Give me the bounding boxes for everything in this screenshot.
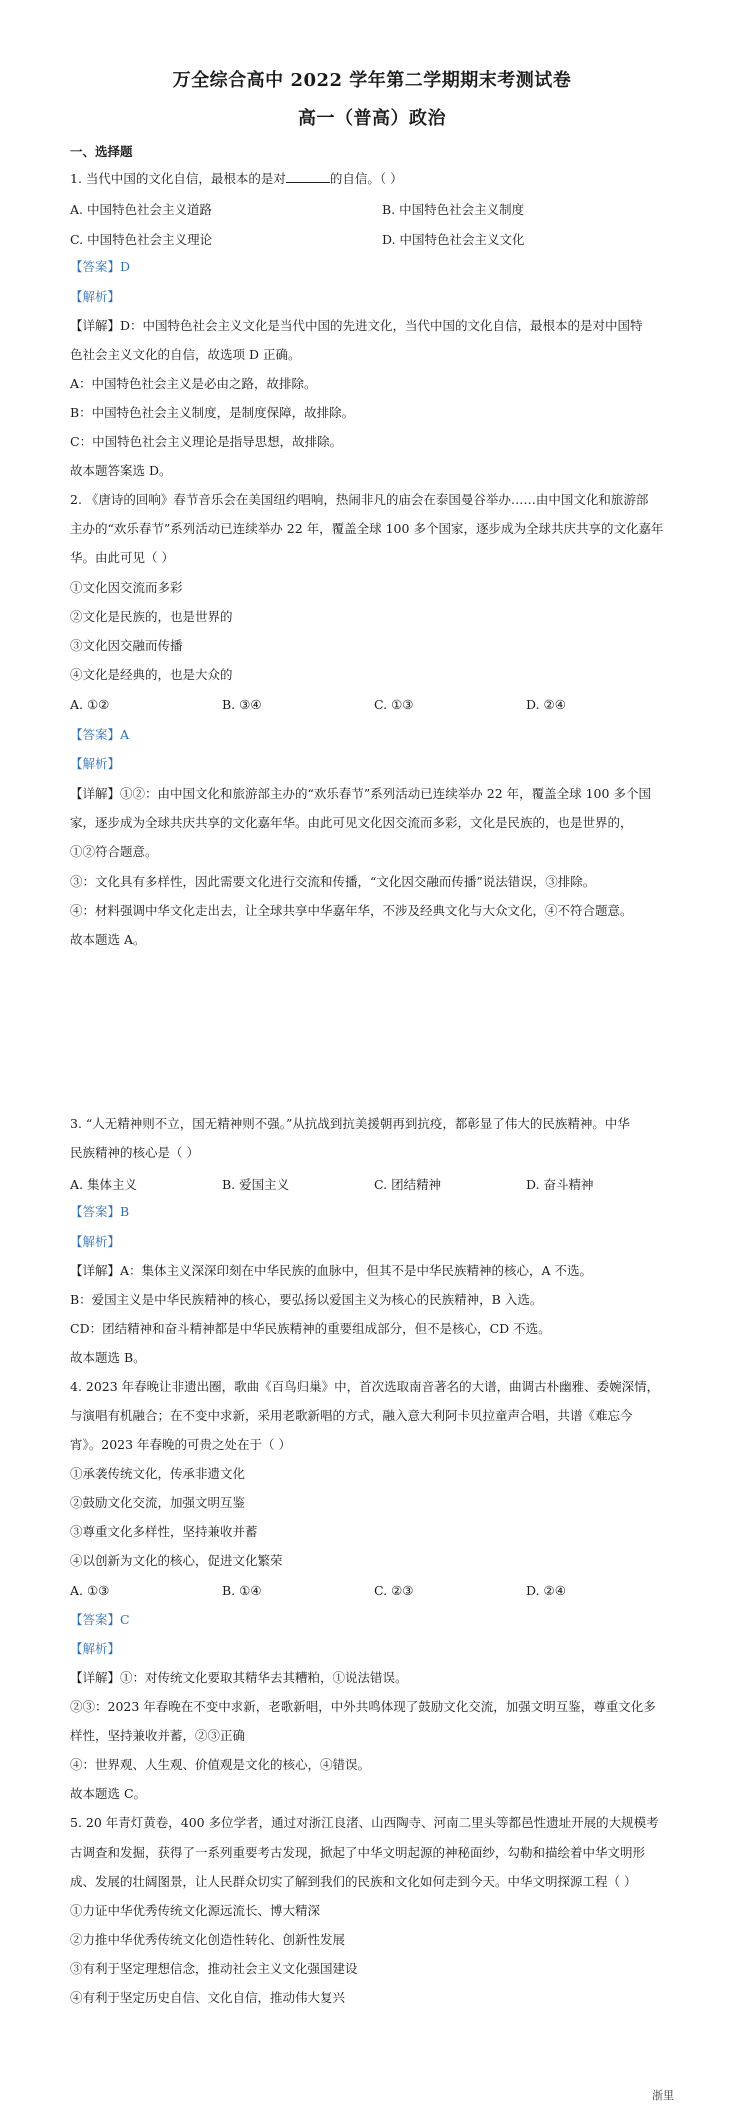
q5-item: ②力推中华优秀传统文化创造性转化、创新性发展 [70, 1932, 346, 1947]
q4-detail-line: 【详解】①：对传统文化要取其精华去其糟粕，①说法错误。 [70, 1670, 408, 1685]
q1-option-c: C. 中国特色社会主义理论 [70, 232, 213, 247]
q2-detail-line: ③：文化具有多样性，因此需要文化进行交流和传播，“文化因交融而传播”说法错误，③排除。 [70, 874, 596, 889]
q3-stem-line: 民族精神的核心是（ ） [70, 1145, 199, 1160]
q3-detail-line: B：爱国主义是中华民族精神的核心，要弘扬以爱国主义为核心的民族精神，B 入选。 [70, 1292, 543, 1307]
q4-detail-line: 样性，坚持兼收并蓄，②③正确 [70, 1728, 246, 1743]
q2-option-d: D. ②④ [526, 697, 566, 712]
section-heading: 一、选择题 [70, 144, 133, 159]
q3-stem-line: 3. “人无精神则不立，国无精神则不强。”从抗战到抗美援朝再到抗疫，都彰显了伟大的民族精神。中华 [70, 1116, 630, 1131]
q1-detail-line: C：中国特色社会主义理论是指导思想，故排除。 [70, 434, 343, 449]
q5-item: ③有利于坚定理想信念，推动社会主义文化强国建设 [70, 1961, 358, 1976]
q2-item: ①文化因交流而多彩 [70, 580, 183, 595]
q1-stem [70, 170, 690, 187]
q4-option-a: A. ①③ [70, 1583, 110, 1598]
q1-analysis-label: 【解析】 [70, 289, 121, 304]
q3-option-c: C. 团结精神 [374, 1177, 442, 1192]
q4-detail-line: ②③：2023 年春晚在不变中求新，老歌新唱，中外共鸣体现了鼓励文化交流，加强文明互鉴，尊重文化多 [70, 1699, 656, 1714]
q4-item: ②鼓励文化交流，加强文明互鉴 [70, 1495, 246, 1510]
q1-stem-a: 1. 当代中国的文化自信，最根本的是对 [70, 171, 286, 186]
q3-answer: 【答案】B [70, 1204, 130, 1219]
q2-detail-line: ①②符合题意。 [70, 844, 158, 859]
q2-detail-line: 故本题选 A。 [70, 932, 146, 947]
q3-option-d: D. 奋斗精神 [526, 1177, 594, 1192]
q4-option-d: D. ②④ [526, 1583, 566, 1598]
q4-analysis-label: 【解析】 [70, 1641, 121, 1656]
q3-analysis-label: 【解析】 [70, 1234, 121, 1249]
q2-analysis-label: 【解析】 [70, 756, 121, 771]
q1-detail-line: B：中国特色社会主义制度，是制度保障，故排除。 [70, 405, 355, 420]
q4-option-c: C. ②③ [374, 1583, 414, 1598]
q2-option-b: B. ③④ [222, 697, 262, 712]
q2-stem-line: 主办的“欢乐春节”系列活动已连续举办 22 年，覆盖全球 100 多个国家，逐步成为全球共庆共享的文化嘉年 [70, 521, 664, 536]
q4-stem-line: 与演唱有机融合；在不变中求新，采用老歌新唱的方式，融入意大利阿卡贝拉童声合唱，共谱《难忘今 [70, 1408, 633, 1423]
q5-item: ①力证中华优秀传统文化源远流长、博大精深 [70, 1903, 321, 1918]
q1-blank [286, 170, 330, 183]
q5-stem-line: 成、发展的壮阔图景，让人民群众切实了解到我们的民族和文化如何走到今天。中华文明探源工程（ ） [70, 1874, 637, 1889]
q1-detail-line: 故本题答案选 D。 [70, 463, 172, 478]
q2-detail-line: 家，逐步成为全球共庆共享的文化嘉年华。由此可见文化因交流而多彩，文化是民族的，也是世界的， [70, 815, 633, 830]
q4-stem-line: 宵》。2023 年春晚的可贵之处在于（ ） [70, 1437, 292, 1452]
q2-detail-line: 【详解】①②：由中国文化和旅游部主办的“欢乐春节”系列活动已连续举办 22 年，覆盖全球 100 多个国 [70, 786, 651, 801]
q1-stem-b: 的自信。（ ） [329, 171, 403, 186]
q1-answer: 【答案】D [70, 259, 131, 274]
q4-answer: 【答案】C [70, 1612, 130, 1627]
q3-detail-line: 【详解】A：集体主义深深印刻在中华民族的血脉中，但其不是中华民族精神的核心，A 不选。 [70, 1263, 593, 1278]
q3-detail-line: CD：团结精神和奋斗精神都是中华民族精神的重要组成部分，但不是核心，CD 不选。 [70, 1321, 551, 1336]
q2-answer: 【答案】A [70, 727, 130, 742]
q2-item: ④文化是经典的，也是大众的 [70, 667, 233, 682]
q2-detail-line: ④：材料强调中华文化走出去，让全球共享中华嘉年华，不涉及经典文化与大众文化，④不符合题意。 [70, 903, 633, 918]
q3-option-a: A. 集体主义 [70, 1177, 137, 1192]
q4-item: ①承袭传统文化，传承非遗文化 [70, 1466, 246, 1481]
exam-subtitle: 高一（普高）政治 [298, 108, 446, 129]
q2-option-c: C. ①③ [374, 697, 414, 712]
q4-stem-line: 4. 2023 年春晚让非遗出圈，歌曲《百鸟归巢》中，首次选取南音著名的大谱，曲调古朴幽雅、委婉深情， [70, 1379, 660, 1394]
q2-stem-line: 2. 《唐诗的回响》春节音乐会在美国纽约唱响，热闹非凡的庙会在泰国曼谷举办……由中国文化和旅游部 [70, 492, 649, 507]
q5-item: ④有利于坚定历史自信、文化自信，推动伟大复兴 [70, 1990, 346, 2005]
exam-title: 万全综合高中 2022 学年第二学期期末考测试卷 [172, 70, 572, 91]
q2-item: ②文化是民族的，也是世界的 [70, 609, 233, 624]
q2-option-a: A. ①② [70, 697, 110, 712]
q4-detail-line: ④：世界观、人生观、价值观是文化的核心，④错误。 [70, 1757, 371, 1772]
q2-stem-line: 华。由此可见（ ） [70, 550, 174, 565]
q4-item: ④以创新为文化的核心，促进文化繁荣 [70, 1553, 283, 1568]
q5-stem-line: 5. 20 年青灯黄卷，400 多位学者，通过对浙江良渚、山西陶寺、河南二里头等都邑性遗址开展的大规模考 [70, 1815, 659, 1830]
q2-item: ③文化因交融而传播 [70, 638, 183, 653]
q3-detail-line: 故本题选 B。 [70, 1350, 146, 1365]
q1-option-d: D. 中国特色社会主义文化 [382, 232, 525, 247]
q5-stem-line: 古调查和发掘，获得了一系列重要考古发现，掀起了中华文明起源的神秘面纱，勾勒和描绘着中华文明形 [70, 1845, 646, 1860]
q1-option-b: B. 中国特色社会主义制度 [382, 202, 525, 217]
q1-detail-line: 色社会主义文化的自信，故选项 D 正确。 [70, 347, 301, 362]
q4-detail-line: 故本题选 C。 [70, 1786, 147, 1801]
q4-option-b: B. ①④ [222, 1583, 262, 1598]
q1-detail-line: A：中国特色社会主义是必由之路，故排除。 [70, 376, 317, 391]
footer-mark: 浙里 [652, 2089, 674, 2102]
q1-detail-line: 【详解】D：中国特色社会主义文化是当代中国的先进文化，当代中国的文化自信，最根本的是对中国特 [70, 318, 643, 333]
q4-item: ③尊重文化多样性，坚持兼收并蓄 [70, 1524, 258, 1539]
q1-option-a: A. 中国特色社会主义道路 [70, 202, 212, 217]
q3-option-b: B. 爱国主义 [222, 1177, 290, 1192]
